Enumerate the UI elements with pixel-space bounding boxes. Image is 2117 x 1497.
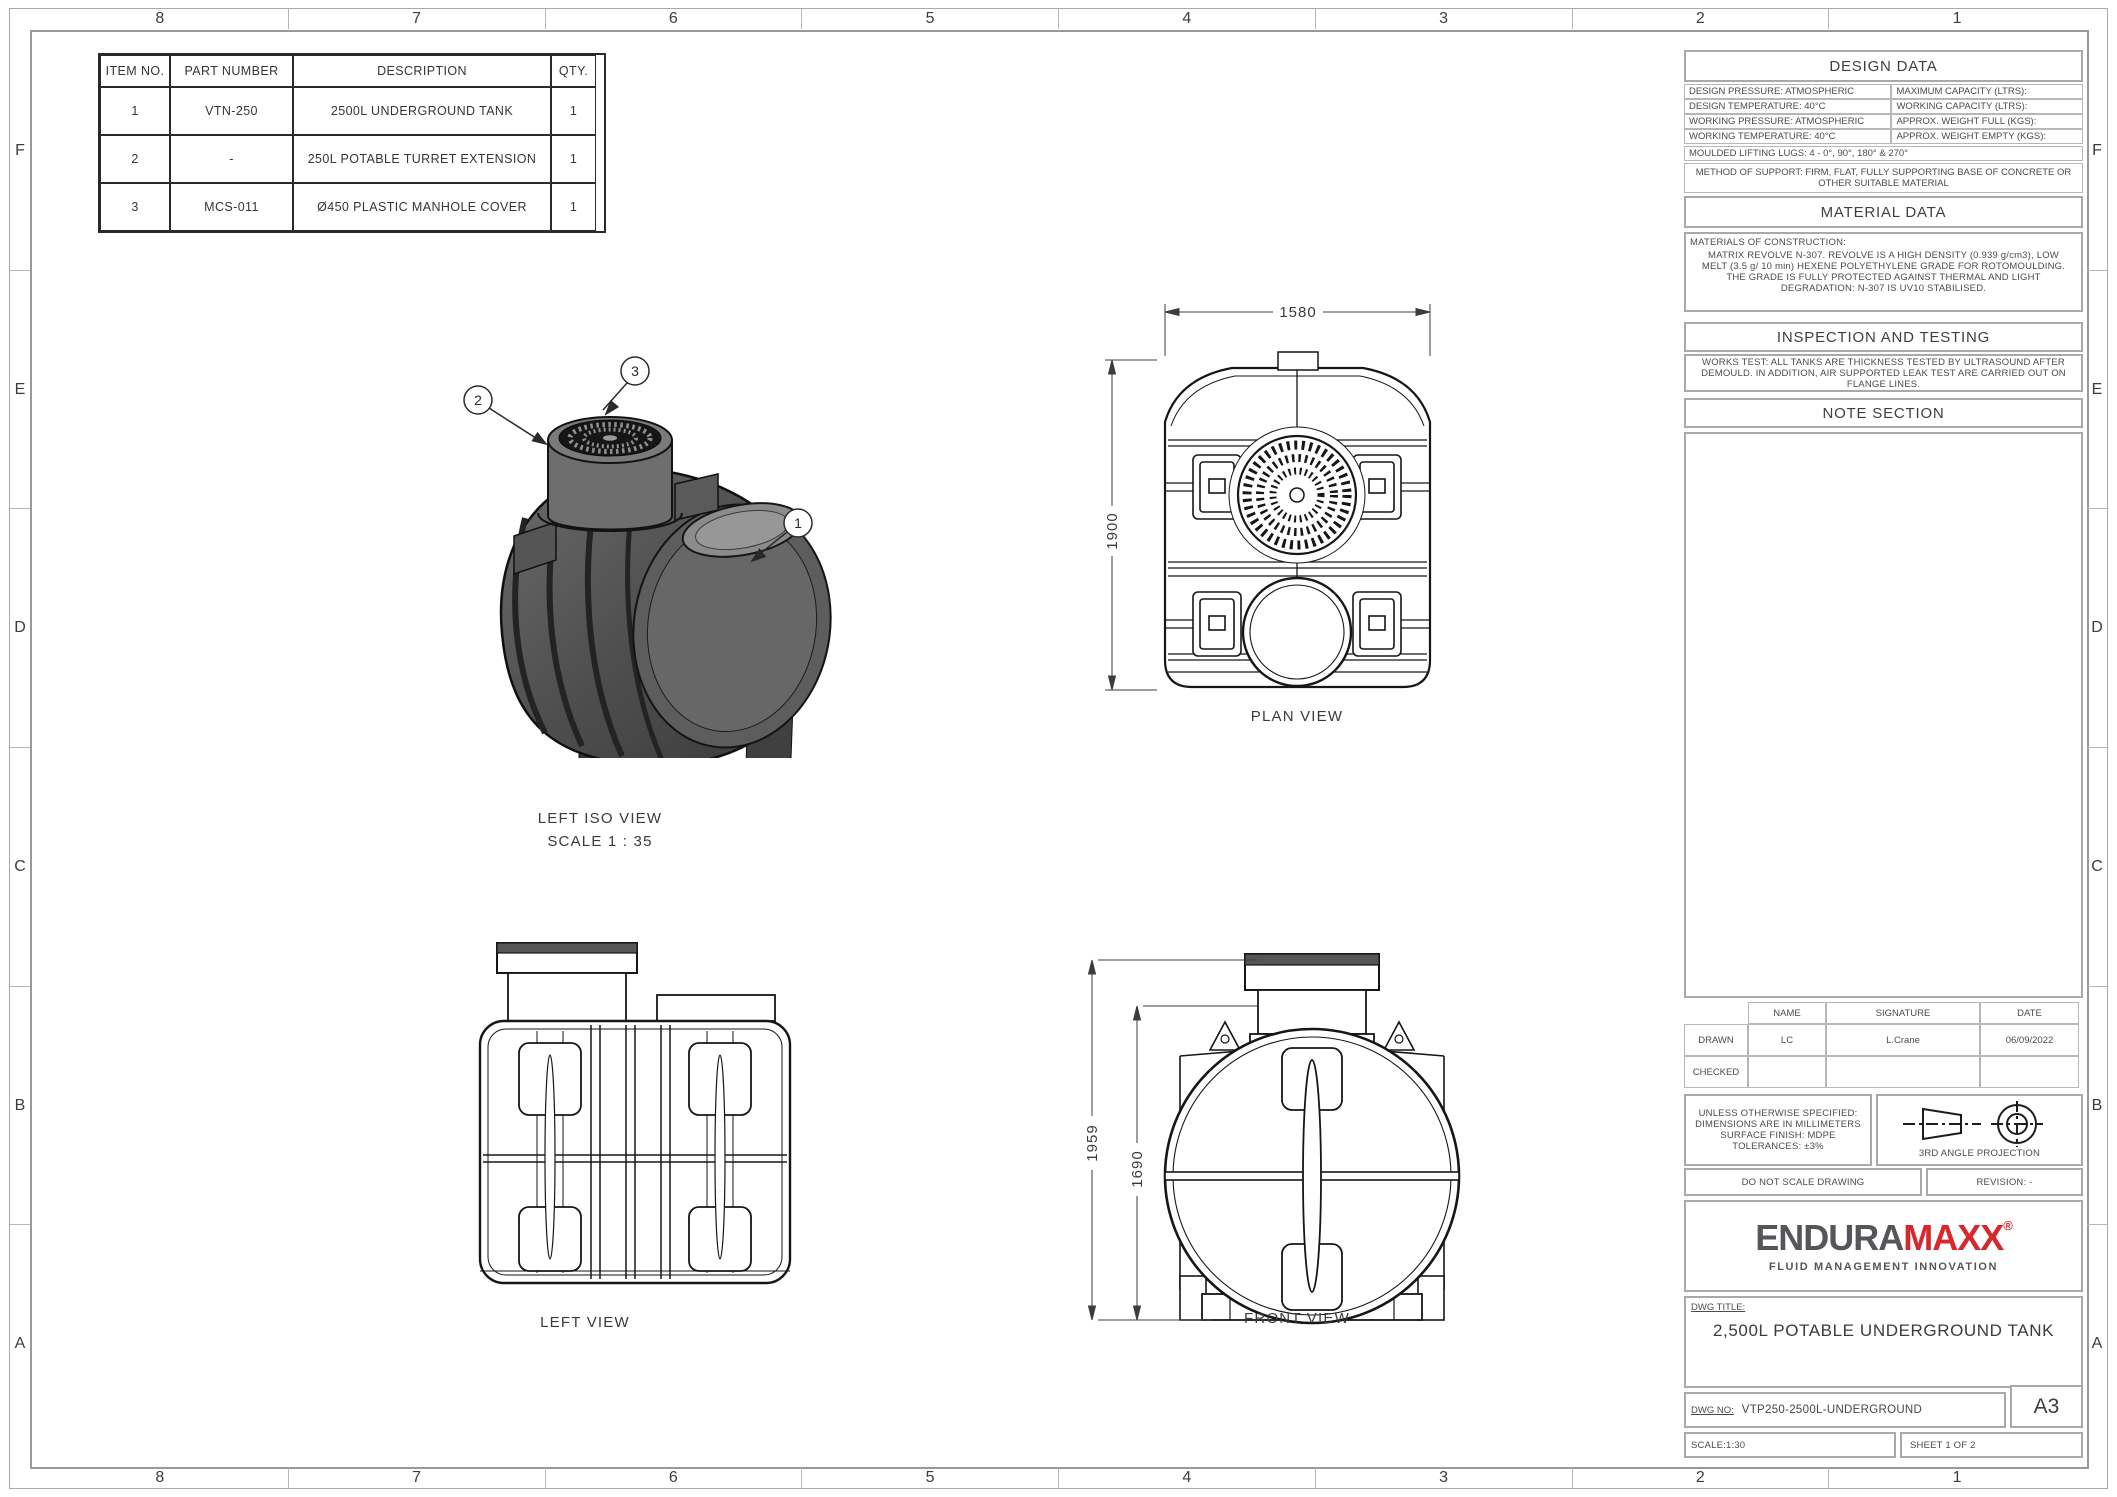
left-view-drawing bbox=[445, 925, 825, 1305]
approval-signature bbox=[1826, 1056, 1980, 1088]
dwg-title-label: DWG TITLE: bbox=[1691, 1302, 1746, 1313]
logo-tagline: FLUID MANAGEMENT INNOVATION bbox=[1768, 1261, 1999, 1273]
approval-name bbox=[1748, 1056, 1826, 1088]
left-view-label bbox=[415, 1312, 755, 1335]
grid-col-label: 7 bbox=[289, 1468, 546, 1488]
third-angle-projection-icon bbox=[1895, 1101, 2065, 1147]
grid-col-label: 6 bbox=[546, 9, 803, 29]
dwg-no-value: VTP250-2500L-UNDERGROUND bbox=[1741, 1404, 1923, 1416]
svg-text:1690: 1690 bbox=[1129, 1150, 1146, 1188]
grid-row-label: D bbox=[2087, 509, 2107, 748]
grid-band-top bbox=[32, 9, 2085, 29]
bom-cell: Ø450 PLASTIC MANHOLE COVER bbox=[293, 183, 551, 231]
front-view-drawing bbox=[1062, 938, 1482, 1338]
grid-row-label: F bbox=[2087, 32, 2107, 271]
approval-header-name: NAME bbox=[1748, 1002, 1826, 1024]
plan-dim-height bbox=[1104, 360, 1157, 690]
bom-cell: 2500L UNDERGROUND TANK bbox=[293, 87, 551, 135]
logo-box bbox=[1684, 1200, 2083, 1292]
grid-col-label: 1 bbox=[1952, 10, 1962, 27]
logo-text-endura: ENDURA bbox=[1755, 1217, 1904, 1258]
grid-band-left bbox=[10, 32, 30, 1463]
bom-header-item: ITEM NO. bbox=[100, 55, 170, 87]
dwg-title: 2,500L POTABLE UNDERGROUND TANK bbox=[1712, 1321, 2055, 1340]
grid-col-label: 5 bbox=[802, 9, 1059, 29]
scale-box bbox=[1684, 1432, 1896, 1458]
left-view-title: LEFT VIEW bbox=[540, 1314, 630, 1331]
enduramaxx-logo bbox=[1755, 1219, 2012, 1256]
inspection-header: INSPECTION AND TESTING bbox=[1684, 322, 2083, 352]
approval-role: DRAWN bbox=[1684, 1024, 1748, 1056]
design-data-cell: WORKING PRESSURE: ATMOSPHERIC bbox=[1684, 114, 1891, 129]
approval-header-date: DATE bbox=[1980, 1002, 2079, 1024]
design-data-cell: MAXIMUM CAPACITY (LTRS): bbox=[1891, 84, 2083, 99]
iso-turret-manhole bbox=[538, 417, 682, 531]
design-data-cell: APPROX. WEIGHT EMPTY (KGS): bbox=[1891, 129, 2083, 144]
grid-row-label: E bbox=[2087, 271, 2107, 510]
bom-cell: - bbox=[170, 135, 293, 183]
plan-manhole bbox=[1229, 427, 1365, 563]
iso-view-title: LEFT ISO VIEW bbox=[537, 810, 663, 827]
balloon-2 bbox=[464, 386, 548, 448]
svg-text:1: 1 bbox=[794, 515, 802, 531]
grid-col-label: 5 bbox=[802, 1468, 1059, 1488]
approval-signature: L.Crane bbox=[1826, 1024, 1980, 1056]
grid-row-label: C bbox=[10, 748, 30, 987]
svg-text:1900: 1900 bbox=[1104, 512, 1121, 550]
do-not-scale-box: DO NOT SCALE DRAWING bbox=[1684, 1168, 1922, 1196]
note-section-box bbox=[1684, 432, 2083, 998]
projection-box bbox=[1876, 1094, 2083, 1166]
inspection-text-box: WORKS TEST: ALL TANKS ARE THICKNESS TESTED BY ULTRASOUND AFTER DEMOULD. IN ADDITION, AIR SUPPORTED LEAK TEST ARE CARRIED OUT ON FLANGE LINES. bbox=[1684, 354, 2083, 392]
approval-table bbox=[1684, 1002, 2083, 1088]
note-section-header: NOTE SECTION bbox=[1684, 398, 2083, 428]
bom-cell: 3 bbox=[100, 183, 170, 231]
sheet-value: SHEET 1 OF 2 bbox=[1910, 1439, 1976, 1451]
design-data-cell: WORKING CAPACITY (LTRS): bbox=[1891, 99, 2083, 114]
grid-col-label: 4 bbox=[1059, 9, 1316, 29]
materials-of-construction-text: MATRIX REVOLVE N-307. REVOLVE IS A HIGH DENSITY (0.939 g/cm3), LOW MELT (3.5 g/ 10 min) HEXENE POLYETHYLENE GRADE FOR ROTOMOULDING. THE GRADE IS FULLY PROTECTED AGAINST THERMAL AND LIGHT DEGRADATION: N-307 IS UV10 STABILISED. bbox=[1701, 250, 2066, 294]
plan-view-title: PLAN VIEW bbox=[1250, 708, 1344, 725]
grid-col-label: 1 bbox=[1952, 1469, 1962, 1486]
material-data-box bbox=[1684, 232, 2083, 312]
plan-turret-opening bbox=[1243, 578, 1351, 686]
spec-note-box bbox=[1684, 1094, 1872, 1166]
grid-row-label: C bbox=[2087, 748, 2107, 987]
grid-band-bottom bbox=[32, 1468, 2085, 1488]
balloon-3 bbox=[603, 357, 649, 417]
material-data-header: MATERIAL DATA bbox=[1684, 196, 2083, 228]
front-view-title: FRONT VIEW bbox=[1244, 1310, 1350, 1327]
revision-box: REVISION: - bbox=[1926, 1168, 2083, 1196]
approval-date bbox=[1980, 1056, 2079, 1088]
logo-text-maxx: MAXX bbox=[1903, 1217, 2004, 1258]
grid-col-label: 2 bbox=[1573, 9, 1830, 29]
design-data-table bbox=[1684, 84, 2083, 193]
bom-cell: 1 bbox=[100, 87, 170, 135]
grid-row-label: B bbox=[10, 987, 30, 1226]
design-data-cell: WORKING TEMPERATURE: 40°C bbox=[1684, 129, 1891, 144]
grid-col-label: 3 bbox=[1316, 9, 1573, 29]
grid-band-right bbox=[2087, 32, 2107, 1463]
bom-cell: 1 bbox=[551, 135, 596, 183]
scale-value: SCALE:1:30 bbox=[1691, 1439, 1746, 1451]
bom-cell: 1 bbox=[551, 183, 596, 231]
sheet-box bbox=[1900, 1432, 2083, 1458]
dwg-no-label: DWG NO: bbox=[1691, 1404, 1734, 1416]
design-data-header: DESIGN DATA bbox=[1684, 50, 2083, 82]
bom-header-description: DESCRIPTION bbox=[293, 55, 551, 87]
design-data-cell: DESIGN TEMPERATURE: 40°C bbox=[1684, 99, 1891, 114]
approval-role: CHECKED bbox=[1684, 1056, 1748, 1088]
approval-date: 06/09/2022 bbox=[1980, 1024, 2079, 1056]
bom-table bbox=[98, 53, 606, 233]
bom-header-qty: QTY. bbox=[551, 55, 596, 87]
dwg-no-box bbox=[1684, 1392, 2006, 1428]
bom-cell: 2 bbox=[100, 135, 170, 183]
design-data-cell: APPROX. WEIGHT FULL (KGS): bbox=[1891, 114, 2083, 129]
svg-text:2: 2 bbox=[474, 392, 482, 408]
spec-note-line: TOLERANCES: ±3% bbox=[1732, 1141, 1824, 1152]
grid-col-label: 8 bbox=[32, 9, 289, 29]
approval-name: LC bbox=[1748, 1024, 1826, 1056]
plan-view-drawing bbox=[1095, 240, 1455, 720]
approval-corner bbox=[1684, 1002, 1748, 1024]
grid-row-label: F bbox=[10, 32, 30, 271]
grid-col-label: 7 bbox=[289, 9, 546, 29]
front-view-label bbox=[1117, 1308, 1477, 1331]
bom-cell: VTN-250 bbox=[170, 87, 293, 135]
grid-col-label: 6 bbox=[546, 1468, 803, 1488]
projection-label: 3RD ANGLE PROJECTION bbox=[1918, 1148, 2041, 1159]
iso-view-scale: SCALE 1 : 35 bbox=[547, 832, 653, 850]
support-note: METHOD OF SUPPORT: FIRM, FLAT, FULLY SUPPORTING BASE OF CONCRETE OR OTHER SUITABLE MATERIAL bbox=[1684, 163, 2083, 193]
svg-text:1580: 1580 bbox=[1279, 304, 1317, 321]
grid-col-label: 8 bbox=[32, 1468, 289, 1488]
iso-view-drawing bbox=[430, 338, 850, 758]
grid-col-label: 2 bbox=[1573, 1468, 1830, 1488]
plan-view-label bbox=[1117, 706, 1477, 729]
spec-note-line: SURFACE FINISH: MDPE bbox=[1720, 1130, 1836, 1141]
materials-of-construction-label: MATERIALS OF CONSTRUCTION: bbox=[1690, 237, 1846, 248]
grid-row-label: A bbox=[2091, 1335, 2103, 1353]
lifting-lugs-note: MOULDED LIFTING LUGS: 4 - 0°, 90°, 180° & 270° bbox=[1684, 146, 2083, 161]
svg-text:1959: 1959 bbox=[1084, 1124, 1101, 1162]
grid-row-label: B bbox=[2087, 987, 2107, 1226]
plan-dim-width bbox=[1165, 304, 1430, 356]
design-data-cell: DESIGN PRESSURE: ATMOSPHERIC bbox=[1684, 84, 1891, 99]
grid-col-label: 3 bbox=[1316, 1468, 1573, 1488]
registered-mark-icon: ® bbox=[2003, 1218, 2012, 1233]
grid-col-label: 4 bbox=[1059, 1468, 1316, 1488]
spec-note-line: UNLESS OTHERWISE SPECIFIED: bbox=[1698, 1108, 1858, 1119]
approval-header-signature: SIGNATURE bbox=[1826, 1002, 1980, 1024]
grid-row-label: D bbox=[10, 509, 30, 748]
bom-cell: 1 bbox=[551, 87, 596, 135]
iso-view-label bbox=[430, 808, 770, 853]
svg-text:3: 3 bbox=[631, 363, 639, 379]
bom-header-part: PART NUMBER bbox=[170, 55, 293, 87]
spec-note-line: DIMENSIONS ARE IN MILLIMETERS bbox=[1695, 1119, 1861, 1130]
grid-row-label: E bbox=[10, 271, 30, 510]
bom-cell: 250L POTABLE TURRET EXTENSION bbox=[293, 135, 551, 183]
grid-row-label: A bbox=[14, 1335, 26, 1353]
paper-size-box: A3 bbox=[2010, 1385, 2083, 1428]
dwg-title-box bbox=[1684, 1296, 2083, 1388]
bom-cell: MCS-011 bbox=[170, 183, 293, 231]
